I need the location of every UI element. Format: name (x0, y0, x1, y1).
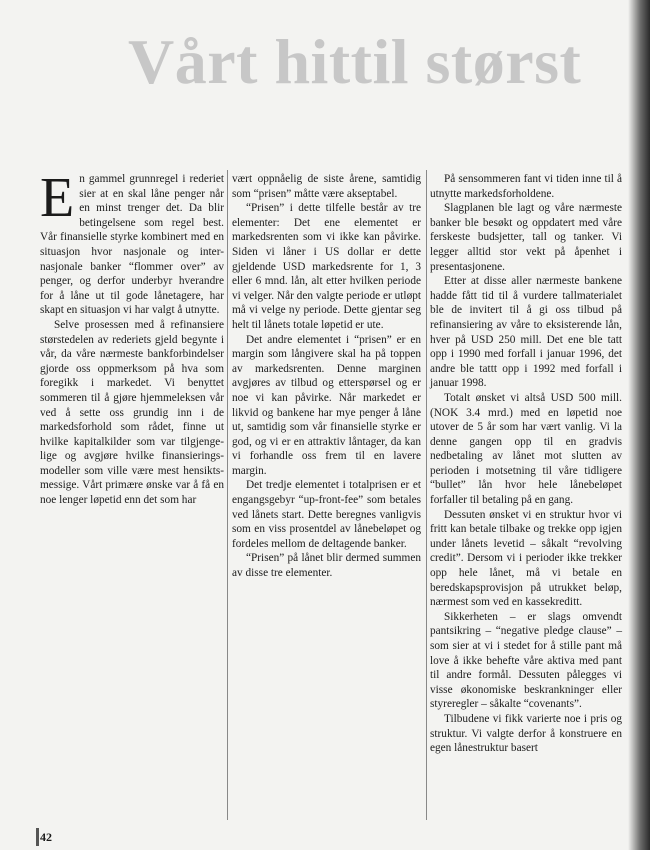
paragraph: Etter at disse aller nærmeste bankene hadde fått tid til å vurdere tallmaterialet ble de invitert til å gi oss tilbud på refinansiering av våre to eksisterende lån, hver på USD 250 mill. Det ene ble tatt opp i 1990 med forfall i januar 1996, det andre ble tattt opp i 1992 med forfall i januar 1998. (430, 275, 622, 390)
paragraph: “Prisen” i dette tilfelle består av tre elementer: Det ene elementet er markedsrenten som vi ikke kan påvirke. Siden vi låner i US dollar er dette gjeldende USD markedsrente for 1, 3 eller 6 mnd. lån, alt etter hvilken periode vi velger. Når den valgte periode er utløpt må vi velge ny periode. Dette gjentar seg helt til lånets totale løpetid er ute. (232, 202, 421, 331)
page-number: 42 (40, 830, 52, 844)
paragraph: Selve prosessen med å refinansiere størstedelen av rederiets gjeld begynte i vår, da våre nærmeste bankforbindelser gjorde oss oppmerksom på hva som foregikk i markedet. Vi benyttet sommeren til å gjøre hjemmeleksen vår ved å sette oss grundig inn i de markedsforhold som rådet, finne ut hvilke kapitalkilder som var tilgjenge-lige og avgjøre hvilke finansierings-modeller som ville være mest hensikts-messige. Vårt primære ønske var å få en noe lenger løpetid enn det som har (40, 318, 224, 507)
paragraph (40, 167, 224, 318)
text-column-3 (430, 172, 622, 756)
paragraph: Det tredje elementet i totalprisen er et engangsgebyr “up-front-fee” som betales ved lånets start. Dette beregnes vanligvis som en viss prosentdel av lånebeløpet og fordeles mellom de deltagende banker. (232, 479, 421, 550)
paragraph: “Prisen” på lånet blir dermed summen av disse tre elementer. (232, 552, 421, 580)
column-rule (227, 170, 228, 820)
paragraph-text: n gammel grunnregel i rederiet sier at en skal låne penger når en minst trenger det. Da blir betingelsene som regel best. Vår finansielle styrke kombinert med en situasjon hvor nasjonale og inter-nasjonale banker “flommer over” av penger, og derfor underbyr hverandre for å låne ut til gode lånetagere, har skapt en situasjon vi har valgt å utnytte. (40, 173, 224, 317)
page-edge-shadow (628, 0, 650, 850)
paragraph: Dessuten ønsket vi en struktur hvor vi fritt kan betale tilbake og trekke opp igjen under lånets levetid – såkalt “revolving credit”. Dersom vi i perioder ikke trekker opp hele lånet, må vi betale en beredskapsprovisjon på utrukket beløp, nærmest som ved en kassekreditt. (430, 508, 622, 609)
column-rule (426, 170, 427, 820)
paragraph: Totalt ønsket vi altså USD 500 mill. (NOK 3.4 mrd.) med en løpetid noe utover de 5 år som har vært vanlig. Vi la denne gangen opp til en gradvis nedbetaling av lånet mot slutten av perioden i motsetning til våre tidligere “bullet” lån hvor hele lånebeløpet forfaller til betaling på en gang. (430, 391, 622, 507)
paragraph: Det andre elementet i “prisen” er en margin som långivere skal ha på toppen av markedsrenten. Denne marginen avgjøres av tilbud og etterspørsel og er noe vi kan påvirke. Når markedet er likvid og bankene har mye penger å låne ut, samtidig som vår finansielle styrke er god, og vi er en attraktiv låntager, da kan vi forhandle oss frem til en lavere margin. (232, 333, 421, 477)
text-column-2 (232, 172, 421, 581)
article-headline: Vårt hittil størst (128, 26, 582, 97)
paragraph: Slagplanen ble lagt og våre nærmeste banker ble besøkt og oppdatert med våre ferskeste budsjetter, tall og tanker. Vi legger alltid stor vekt på åpenhet i presentasjonene. (430, 202, 622, 273)
paragraph: På sensommeren fant vi tiden inne til å utnytte markedsforholdene. (430, 173, 622, 200)
drop-cap: E (40, 167, 75, 229)
paragraph: vært oppnåelig de siste årene, samtidig som “prisen” måtte være akseptabel. (232, 173, 421, 200)
folio-marker (36, 828, 39, 846)
text-column-1 (40, 167, 224, 508)
paragraph: Sikkerheten – er slags omvendt pantsikring – “negative pledge clause” – som sier at vi i stedet for å stille pant må love å ikke beheftе våre aktiva med pant til andre formål. Dessuten pålegges vi visse økonomiske beskrankninger eller styreregler – såkalte “covenants”. (430, 610, 622, 711)
paragraph: Tilbudene vi fikk varierte noe i pris og struktur. Vi valgte derfor å konstruere en egen lånestruktur basert (430, 712, 622, 755)
